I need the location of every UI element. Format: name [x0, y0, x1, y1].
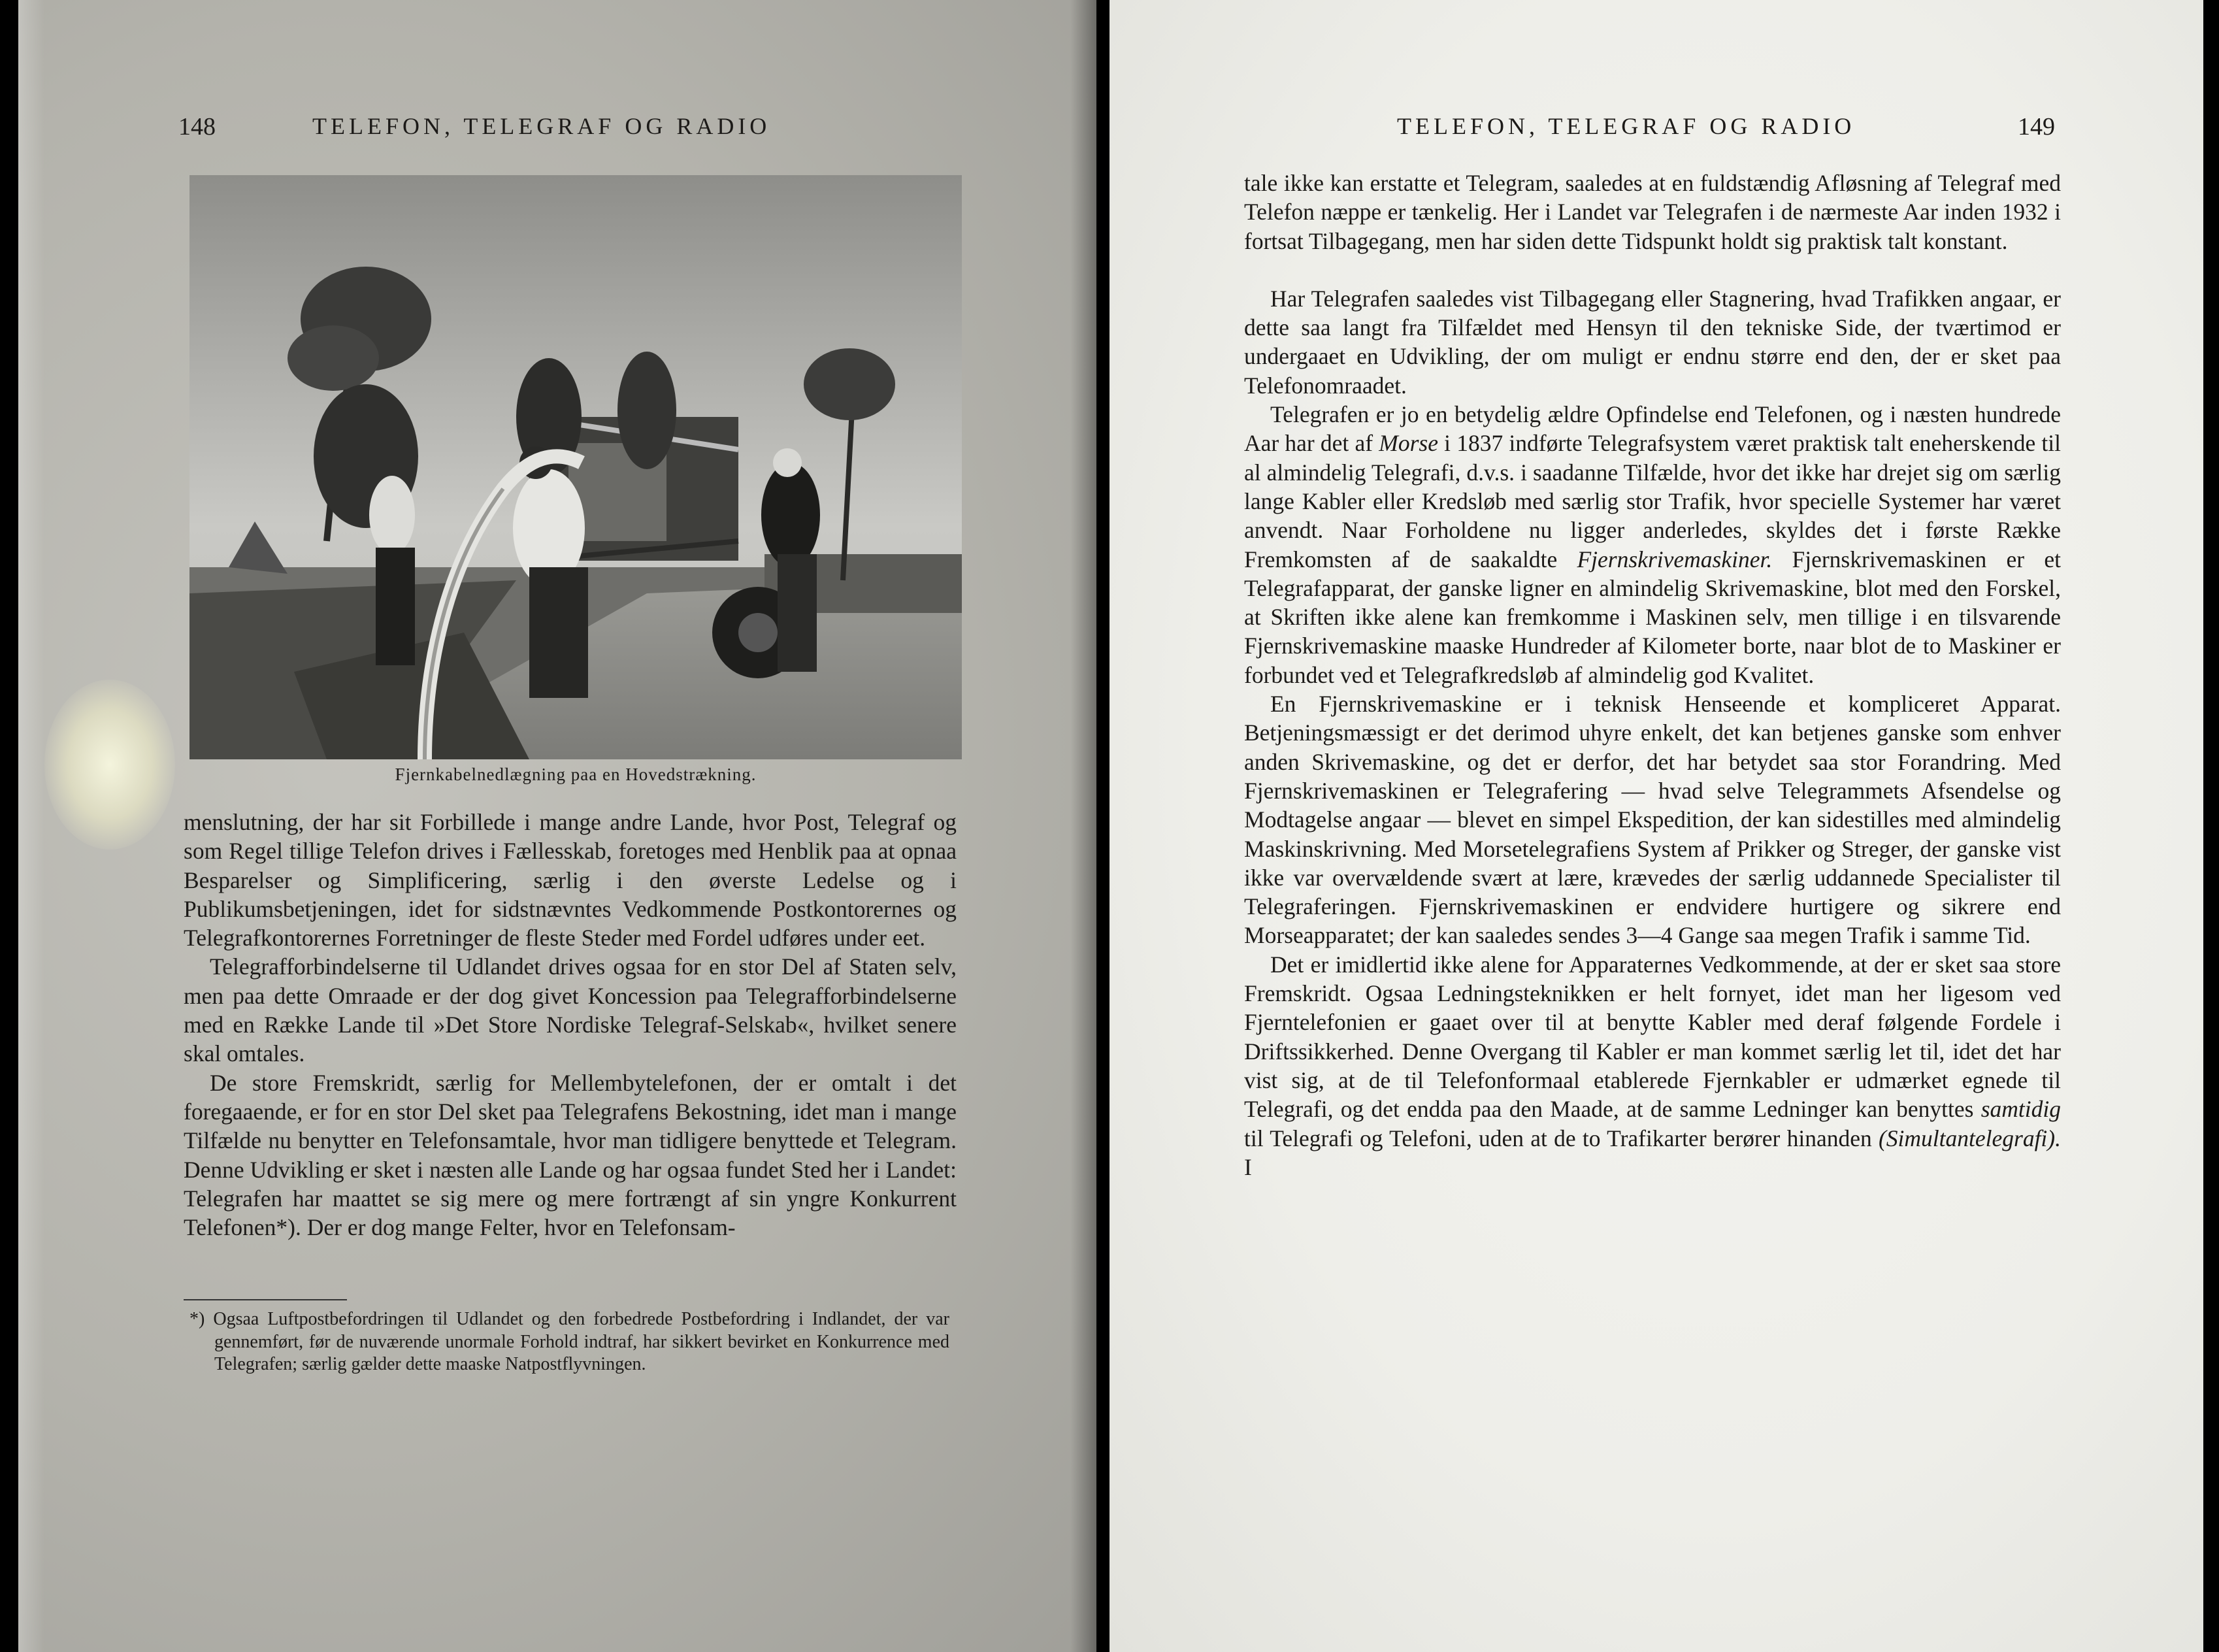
right-body-text: [1244, 169, 2061, 1181]
photo-illustration: [189, 175, 962, 759]
paragraph: menslutning, der har sit Forbillede i mange andre Lande, hvor Post, Telegraf og som Regel tillige Telefon drives i Fællesskab, foretoges med Henblik paa at opnaa Besparelser og Simplificering, særlig i den øverste Ledelse og i Publikumsbetjeningen, idet for sidstnævntes Vedkommende Postkontorernes og Telegrafkontorernes Forretninger de fleste Steder med Fordel udføres under eet.: [184, 809, 957, 951]
text-run: Telegrafen er jo en betydelig ældre Opfindelse end Telefonen, og i næsten hundrede Aar har det af: [1244, 401, 2061, 457]
cable-laying-photo: [189, 175, 962, 759]
paragraph: tale ikke kan erstatte et Telegram, saaledes at en fuldstændig Afløsning af Telegraf med Telefon næppe er tænkelig. Her i Landet var Telegrafen i de nærmeste Aar inden 1932 i fortsat Tilbagegang, men har siden dette Tidspunkt holdt sig praktisk talt konstant.: [1244, 170, 2061, 254]
footnote-rule: [184, 1299, 347, 1300]
paragraph: De store Fremskridt, særlig for Mellembytelefonen, der er omtalt i det foregaaende, er for en stor Del sket paa Telegrafens Bekostning, idet man i mange Tilfælde nu benytter en Telefonsamtale, hvor man tidligere benyttede et Telegram. Denne Udvikling er sket i næsten alle Lande og har ogsaa fundet Sted her i Landet: Telegrafen har maattet se sig mere og mere fortrængt af sin yngre Konkurrent Telefonen*). Der er dog mange Felter, hvor en Telefonsam-: [184, 1069, 957, 1241]
figure-caption: Fjernkabelnedlægning paa en Hovedstrækning.: [395, 765, 757, 784]
right-page: [1110, 0, 2203, 1652]
page-number: 149: [2018, 113, 2055, 140]
page-number: 148: [178, 113, 216, 140]
paragraph: Har Telegrafen saaledes vist Tilbagegang eller Stagnering, hvad Trafikken angaar, er dette saa langt fra Tilfældet med Hensyn til den tekniske Side, der tværtimod er undergaaet en Udvikling, der om muligt er endnu større end den, der er sket paa Telefonomraadet.: [1244, 285, 2061, 399]
paragraph: [1244, 400, 2061, 689]
paragraph: Telegrafforbindelserne til Udlandet drives ogsaa for en stor Del af Staten selv, men paa dette Omraade er der dog givet Koncession paa Telegrafforbindelserne med en Række Lande til »Det Store Nordiske Telegraf-Selskab«, hvilket senere skal omtales.: [184, 953, 957, 1067]
left-page: [18, 0, 1096, 1652]
running-head: TELEFON, TELEGRAF OG RADIO: [1397, 113, 1856, 139]
paragraph: En Fjernskrivemaskine er i teknisk Henseende et kompliceret Apparat. Betjeningsmæssigt er det derimod uhyre enkelt, det kan betjenes ganske som enhver anden Skrivemaskine, og det er derfor, det har betydet saa stor Forandring. Med Fjernskrivemaskinen er Telegrafering — hvad selve Telegrammets Afsendelse og Modtagelse angaar — blevet en simpel Ekspedition, der kan sidestilles med almindelig Maskinskrivning. Med Morsetelegrafiens System af Prikker og Streger, der ganske vist ikke var overvældende svært at lære, krævedes der særlig uddannede Specialister til Telegraferingen. Fjernskrivemaskinen er endvidere hurtigere og sikrere end Morseapparatet; der kan saaledes sendes 3—4 Gange saa megen Trafik i samme Tid.: [1244, 691, 2061, 949]
spine-shadow: [1070, 0, 1096, 1652]
emphasis: Morse: [1379, 430, 1438, 457]
left-body-text: [184, 808, 957, 1242]
footnote: [189, 1308, 949, 1376]
text-run: Det er imidlertid ikke alene for Apparaternes Vedkommende, at der er sket saa store Fremskridt. Ogsaa Ledningsteknikken er helt fornyet, idet man her ligesom ved Fjerntelefonien er gaaet over til at benytte Kabler med deraf følgende Fordele i Driftssikkerhed. Denne Overgang til Kabler er man kommet særlig let til, idet det har vist sig, at de til Telefonformaal etablerede Fjernkabler er udmærket egnede til Telegrafi, og det endda paa den Maade, at de samme Ledninger kan benyttes: [1244, 951, 2061, 1123]
footnote-marker: *): [189, 1309, 205, 1329]
footnote-text: Ogsaa Luftpostbefordringen til Udlandet og den forbedrede Postbefordring i Indlandet, der var gennemført, før de nuværende unormale Forhold indtraf, har sikkert bevirket en Konkurrence med Telegrafen; særlig gælder dette maaske Natpostflyvningen.: [213, 1309, 949, 1375]
page-edge: [18, 0, 44, 1652]
paragraph: [1244, 950, 2061, 1181]
emphasis: Fjernskrivemaskiner.: [1577, 546, 1773, 572]
running-head: TELEFON, TELEGRAF OG RADIO: [312, 113, 771, 139]
emphasis: samtidig: [1981, 1096, 2061, 1123]
text-run: I: [1244, 1153, 1252, 1180]
emphasis: (Simultantelegrafi).: [1878, 1125, 2061, 1151]
text-run: Fjernskrivemaskinen er et Telegrafapparat, der ganske ligner en almindelig Skrivemaskine, blot med den Forskel, at Skriften ikke alene kan fremkomme i Maskinen selv, men tillige i en tilsvarende Fjernskrivemaskine maaske Hundreder af Kilometer borte, naar blot de to Maskiner er forbundet ved et Telegrafkredsløb af almindelig god Kvalitet.: [1244, 546, 2061, 688]
light-smudge: [44, 680, 175, 850]
text-run: i 1837 indførte Telegrafsystem været praktisk talt eneherskende til al almindelig Telegrafi, d.v.s. i saadanne Tilfælde, hvor det ikke har drejet sig om særlig lange Kabler eller Kredsløb med særlig stor Trafik, hvor specielle Systemer har været anvendt. Naar Forholdene nu ligger anderledes, skyldes det i første Række Fremkomsten af de saakaldte: [1244, 430, 2061, 572]
text-run: til Telegrafi og Telefoni, uden at de to Trafikarter berører hinanden: [1244, 1125, 1879, 1151]
